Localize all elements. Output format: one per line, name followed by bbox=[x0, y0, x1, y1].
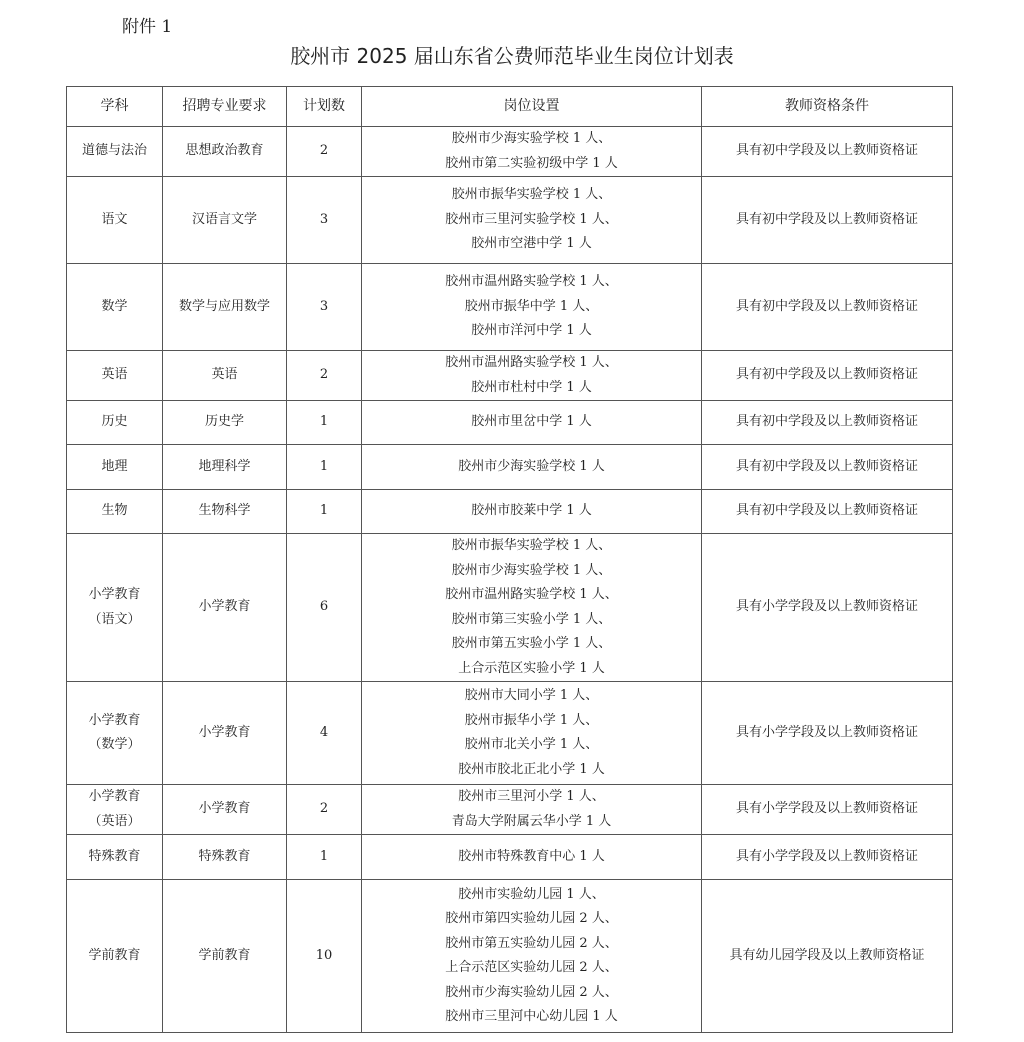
subject-cell bbox=[67, 127, 163, 177]
count-cell: 1 bbox=[287, 401, 362, 445]
positions-cell bbox=[362, 445, 702, 490]
qualification-cell: 具有初中学段及以上教师资格证 bbox=[702, 490, 953, 534]
position-line: 胶州市特殊教育中心 1 人 bbox=[458, 848, 605, 864]
column-header: 学科 bbox=[67, 87, 163, 127]
subject-text: （英语） bbox=[88, 813, 141, 829]
table-header-row bbox=[67, 87, 953, 127]
position-line: 胶州市少海实验学校 1 人 bbox=[458, 458, 605, 474]
plan-table-secondary bbox=[66, 86, 953, 534]
subject-text: 学前教育 bbox=[88, 947, 141, 963]
position-line: 胶州市少海实验幼儿园 2 人、 bbox=[445, 984, 618, 1000]
positions-cell bbox=[362, 351, 702, 401]
positions-cell bbox=[362, 127, 702, 177]
subject-text: 地理 bbox=[101, 458, 128, 474]
subject-cell bbox=[67, 835, 163, 880]
position-line: 胶州市第五实验小学 1 人、 bbox=[451, 636, 612, 651]
position-line: 胶州市洋河中学 1 人 bbox=[471, 323, 592, 339]
position-line: 胶州市实验幼儿园 1 人、 bbox=[458, 886, 605, 902]
subject-cell bbox=[67, 785, 163, 835]
position-line: 胶州市第二实验初级中学 1 人 bbox=[445, 155, 618, 171]
position-line: 胶州市里岔中学 1 人 bbox=[471, 414, 592, 430]
qualification-cell: 具有小学学段及以上教师资格证 bbox=[702, 534, 953, 682]
subject-text: 历史 bbox=[101, 414, 128, 430]
subject-cell bbox=[67, 401, 163, 445]
count-cell: 1 bbox=[287, 490, 362, 534]
subject-text: 生物 bbox=[101, 503, 128, 519]
position-line: 胶州市杜村中学 1 人 bbox=[471, 379, 592, 395]
table-row bbox=[67, 880, 953, 1033]
count-cell: 2 bbox=[287, 785, 362, 835]
major-cell: 小学教育 bbox=[163, 682, 287, 785]
table-row bbox=[67, 785, 953, 835]
position-line: 胶州市第四实验幼儿园 2 人、 bbox=[445, 911, 618, 926]
column-header: 教师资格条件 bbox=[702, 87, 953, 127]
position-line: 上合示范区实验小学 1 人 bbox=[458, 660, 605, 676]
qualification-cell: 具有初中学段及以上教师资格证 bbox=[702, 445, 953, 490]
subject-text: 数学 bbox=[101, 298, 128, 314]
count-cell: 6 bbox=[287, 534, 362, 682]
major-cell: 思想政治教育 bbox=[163, 127, 287, 177]
position-line: 胶州市少海实验学校 1 人、 bbox=[451, 562, 612, 578]
count-cell: 1 bbox=[287, 835, 362, 880]
count-cell: 4 bbox=[287, 682, 362, 785]
qualification-cell: 具有小学学段及以上教师资格证 bbox=[702, 785, 953, 835]
position-line: 胶州市振华实验学校 1 人、 bbox=[451, 538, 612, 553]
table-row bbox=[67, 490, 953, 534]
major-cell: 汉语言文学 bbox=[163, 177, 287, 264]
subject-cell bbox=[67, 682, 163, 785]
subject-cell bbox=[67, 534, 163, 682]
major-cell: 数学与应用数学 bbox=[163, 264, 287, 351]
subject-text: 英语 bbox=[101, 367, 128, 383]
positions-cell bbox=[362, 177, 702, 264]
count-cell: 3 bbox=[287, 177, 362, 264]
table-row bbox=[67, 445, 953, 490]
subject-text: 小学教育 bbox=[88, 712, 141, 728]
position-line: 胶州市胶莱中学 1 人 bbox=[471, 503, 592, 519]
positions-cell bbox=[362, 835, 702, 880]
position-line: 上合示范区实验幼儿园 2 人、 bbox=[445, 960, 618, 975]
position-line: 胶州市北关小学 1 人、 bbox=[464, 737, 599, 752]
major-cell: 历史学 bbox=[163, 401, 287, 445]
subject-text: 小学教育 bbox=[88, 789, 141, 804]
qualification-cell: 具有小学学段及以上教师资格证 bbox=[702, 835, 953, 880]
table-row bbox=[67, 534, 953, 682]
position-line: 胶州市第三实验小学 1 人、 bbox=[451, 611, 612, 627]
position-line: 胶州市温州路实验学校 1 人、 bbox=[445, 274, 618, 290]
count-cell: 2 bbox=[287, 351, 362, 401]
column-header: 计划数 bbox=[287, 87, 362, 127]
table-row bbox=[67, 401, 953, 445]
position-line: 胶州市温州路实验学校 1 人、 bbox=[445, 355, 618, 370]
position-line: 胶州市三里河小学 1 人、 bbox=[458, 789, 605, 804]
subject-text: 小学教育 bbox=[88, 587, 141, 602]
position-line: 胶州市空港中学 1 人 bbox=[471, 236, 592, 252]
positions-cell bbox=[362, 264, 702, 351]
major-cell: 特殊教育 bbox=[163, 835, 287, 880]
positions-cell bbox=[362, 785, 702, 835]
positions-cell bbox=[362, 401, 702, 445]
qualification-cell: 具有初中学段及以上教师资格证 bbox=[702, 401, 953, 445]
positions-cell bbox=[362, 534, 702, 682]
qualification-cell: 具有初中学段及以上教师资格证 bbox=[702, 177, 953, 264]
positions-cell bbox=[362, 880, 702, 1033]
positions-cell bbox=[362, 682, 702, 785]
table-row bbox=[67, 127, 953, 177]
position-line: 胶州市三里河中心幼儿园 1 人 bbox=[445, 1009, 618, 1024]
table-row bbox=[67, 682, 953, 785]
position-line: 胶州市温州路实验学校 1 人、 bbox=[445, 587, 618, 602]
qualification-cell: 具有初中学段及以上教师资格证 bbox=[702, 127, 953, 177]
major-cell: 地理科学 bbox=[163, 445, 287, 490]
subject-text: 特殊教育 bbox=[88, 848, 141, 864]
qualification-cell: 具有小学学段及以上教师资格证 bbox=[702, 682, 953, 785]
attachment-label: 附件 1 bbox=[122, 17, 173, 37]
position-line: 胶州市三里河实验学校 1 人、 bbox=[445, 211, 618, 227]
count-cell: 3 bbox=[287, 264, 362, 351]
subject-cell bbox=[67, 490, 163, 534]
subject-text: （数学） bbox=[88, 737, 141, 752]
major-cell: 学前教育 bbox=[163, 880, 287, 1033]
position-line: 胶州市振华小学 1 人、 bbox=[464, 712, 599, 728]
positions-cell bbox=[362, 490, 702, 534]
count-cell: 2 bbox=[287, 127, 362, 177]
major-cell: 小学教育 bbox=[163, 534, 287, 682]
subject-text: 道德与法治 bbox=[81, 143, 147, 159]
major-cell: 小学教育 bbox=[163, 785, 287, 835]
column-header: 招聘专业要求 bbox=[163, 87, 287, 127]
subject-text: （语文） bbox=[88, 611, 141, 627]
qualification-cell: 具有初中学段及以上教师资格证 bbox=[702, 264, 953, 351]
subject-cell bbox=[67, 351, 163, 401]
table-row bbox=[67, 264, 953, 351]
position-line: 胶州市第五实验幼儿园 2 人、 bbox=[445, 935, 618, 951]
subject-text: 语文 bbox=[101, 211, 128, 227]
major-cell: 生物科学 bbox=[163, 490, 287, 534]
column-header: 岗位设置 bbox=[362, 87, 702, 127]
count-cell: 1 bbox=[287, 445, 362, 490]
page-title: 胶州市 2025 届山东省公费师范毕业生岗位计划表 bbox=[290, 44, 734, 68]
subject-cell bbox=[67, 445, 163, 490]
subject-cell bbox=[67, 177, 163, 264]
subject-cell bbox=[67, 264, 163, 351]
position-line: 胶州市振华中学 1 人、 bbox=[464, 298, 599, 314]
position-line: 胶州市少海实验学校 1 人、 bbox=[451, 131, 612, 146]
plan-table-primary bbox=[66, 533, 953, 1033]
table-row bbox=[67, 351, 953, 401]
major-cell: 英语 bbox=[163, 351, 287, 401]
count-cell: 10 bbox=[287, 880, 362, 1033]
table-row bbox=[67, 177, 953, 264]
table-row bbox=[67, 835, 953, 880]
qualification-cell: 具有幼儿园学段及以上教师资格证 bbox=[702, 880, 953, 1033]
position-line: 胶州市振华实验学校 1 人、 bbox=[451, 187, 612, 203]
qualification-cell: 具有初中学段及以上教师资格证 bbox=[702, 351, 953, 401]
position-line: 胶州市胶北正北小学 1 人 bbox=[458, 761, 605, 777]
position-line: 青岛大学附属云华小学 1 人 bbox=[451, 813, 612, 829]
subject-cell bbox=[67, 880, 163, 1033]
position-line: 胶州市大同小学 1 人、 bbox=[464, 688, 599, 703]
